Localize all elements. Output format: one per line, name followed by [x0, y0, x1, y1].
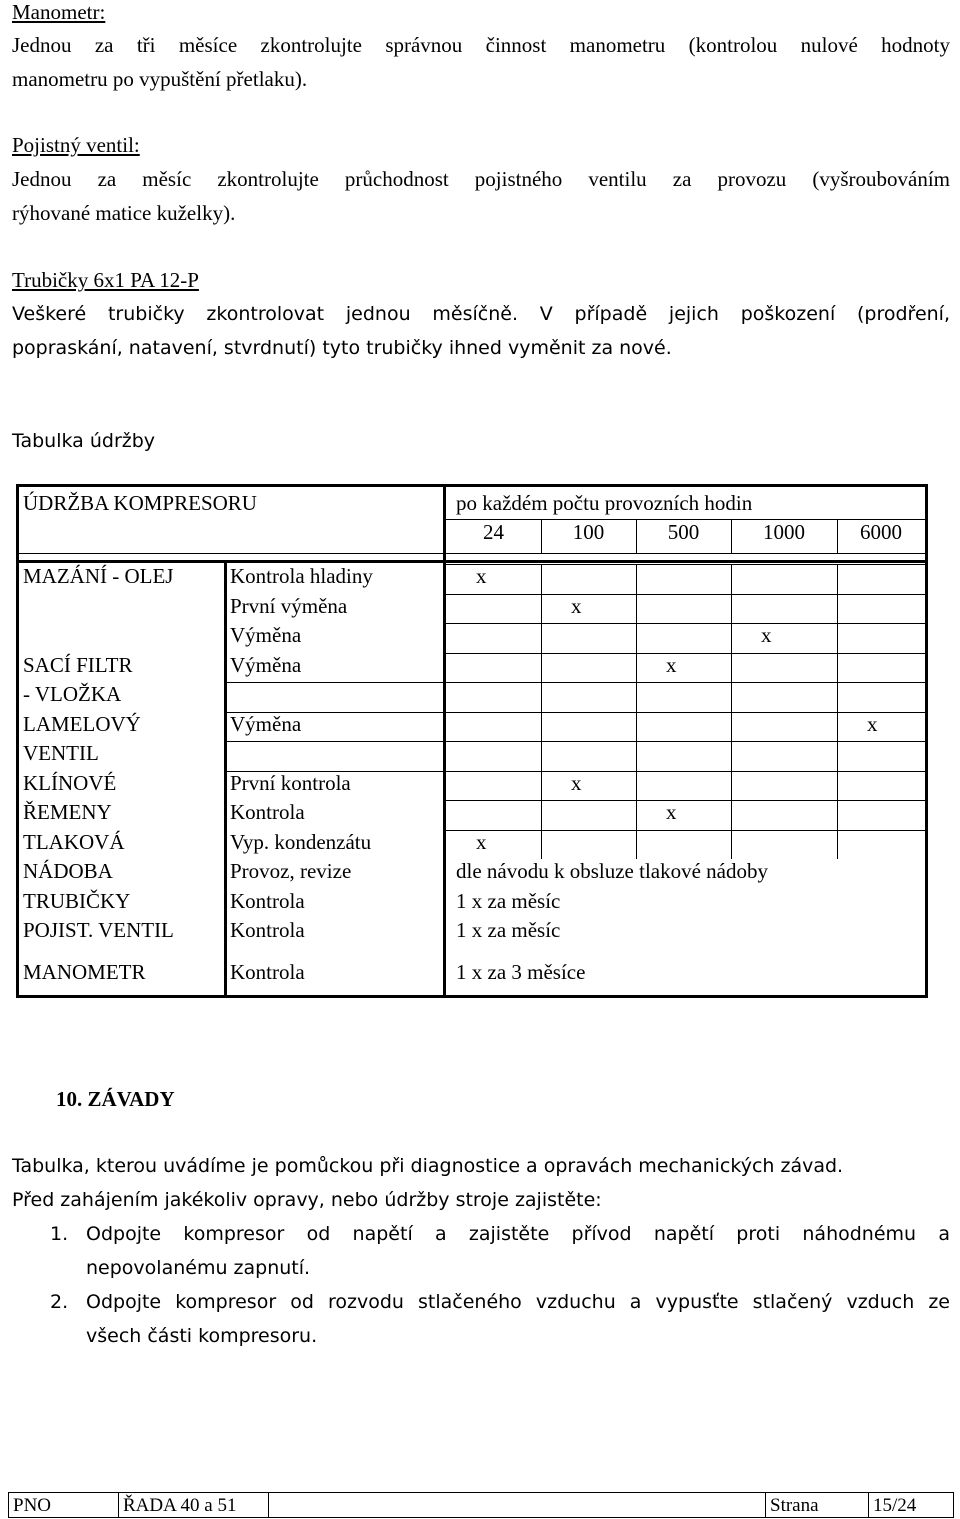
table-grid-cell — [837, 741, 925, 771]
table-grid-cell — [541, 623, 636, 653]
table-header-right: po každém počtu provozních hodin — [456, 491, 753, 515]
table-grid-cell — [541, 564, 636, 594]
table-grid-cell — [541, 741, 636, 771]
table-grid-cell — [541, 712, 636, 742]
table-row-task: Výměna — [230, 623, 302, 647]
hours-col-6000: 6000 — [860, 520, 902, 544]
table-row-mark: x — [867, 711, 878, 736]
table-grid-cell — [837, 712, 925, 742]
table-grid-cell — [636, 741, 731, 771]
table-grid-cell — [837, 653, 925, 683]
footer-page-label: Strana — [765, 1493, 869, 1517]
table-grid-cell — [731, 594, 837, 624]
table-grid-cell — [446, 594, 541, 624]
hours-col-rule — [731, 519, 732, 553]
table-row-mark: x — [571, 770, 582, 795]
table-grid-cell — [636, 712, 731, 742]
table-grid-cell — [837, 830, 925, 860]
table-row-part: POJIST. VENTIL — [23, 918, 174, 942]
table-row-task: První výměna — [230, 593, 348, 618]
manometer-text-line2: manometru po vypuštění přetlaku). — [12, 67, 308, 91]
table-grid-cell — [731, 623, 837, 653]
table-row-task: Kontrola — [230, 800, 305, 824]
table-grid-cell — [636, 800, 731, 830]
table-row-task: Kontrola hladiny — [230, 564, 373, 588]
table-row-part: TRUBIČKY — [23, 888, 131, 913]
table-grid-cell — [541, 653, 636, 683]
table-row-mark: x — [666, 652, 677, 677]
faults-text-line2: Před zahájením jakékoliv opravy, nebo údržby stroje zajistěte: — [12, 1189, 602, 1211]
table-grid-cell — [541, 594, 636, 624]
table-row-task: Provoz, revize — [230, 859, 352, 883]
table-grid-cell — [731, 712, 837, 742]
table-row-part: VENTIL — [23, 741, 99, 765]
table-row-part: SACÍ FILTR — [23, 652, 133, 677]
table-row-part: ŘEMENY — [23, 800, 112, 824]
hours-col-500: 500 — [667, 520, 700, 544]
footer-code: PNO — [9, 1493, 119, 1517]
table-grid-cell — [731, 682, 837, 712]
hours-col-rule — [636, 519, 637, 553]
table-grid-cell — [446, 623, 541, 653]
table-row-mark: x — [476, 564, 487, 588]
table-grid-cell — [446, 564, 541, 594]
table-grid-cell — [731, 653, 837, 683]
table-grid-cell — [446, 771, 541, 801]
table-row-task: Kontrola — [230, 888, 305, 913]
faults-item-2-line2: všech části kompresoru. — [86, 1325, 318, 1347]
table-grid-cell — [541, 771, 636, 801]
table-row-task: První kontrola — [230, 770, 351, 795]
col-rule-part — [224, 563, 227, 998]
table-grid-cell — [731, 830, 837, 860]
footer-spacer — [269, 1493, 273, 1517]
table-row-part: - VLOŽKA — [23, 682, 122, 706]
table-grid-cell — [541, 800, 636, 830]
table-row-mark: x — [666, 800, 677, 824]
hours-col-100: 100 — [572, 520, 605, 544]
hours-col-1000: 1000 — [763, 520, 805, 544]
tubes-heading: Trubičky 6x1 PA 12-P — [12, 268, 199, 292]
table-grid-cell — [636, 682, 731, 712]
table-row-task: Výměna — [230, 711, 302, 736]
table-row-task: Výměna — [230, 652, 302, 677]
table-grid-cell — [837, 594, 925, 624]
table-grid-cell — [541, 830, 636, 860]
table-row-mark: x — [476, 829, 487, 854]
table-grid-cell — [446, 712, 541, 742]
table-grid-cell — [837, 800, 925, 830]
table-grid-cell — [636, 564, 731, 594]
table-row-task: Vyp. kondenzátu — [230, 829, 372, 854]
faults-text-line1: Tabulka, kterou uvádíme je pomůckou při diagnostice a opravách mechanických závad. — [12, 1155, 844, 1177]
hours-col-rule — [541, 519, 542, 553]
hours-col-rule — [837, 519, 838, 553]
table-header-divider-thin — [19, 553, 925, 554]
table-row-part: LAMELOVÝ — [23, 711, 141, 736]
table-grid-cell — [541, 682, 636, 712]
table-row-note: 1 x za 3 měsíce — [456, 959, 586, 984]
table-grid-cell — [636, 594, 731, 624]
task-cell-rule — [227, 741, 443, 742]
hours-col-24: 24 — [483, 520, 504, 544]
tubes-text-line2: popraskání, natavení, stvrdnutí) tyto trubičky ihned vyměnit za nové. — [12, 337, 672, 359]
safety-valve-heading: Pojistný ventil: — [12, 133, 140, 157]
table-grid-cell — [636, 653, 731, 683]
table-grid-cell — [837, 564, 925, 594]
safety-valve-text-line1: Jednou za měsíc zkontrolujte průchodnost pojistného ventilu za provozu (vyšroubováním — [12, 167, 950, 191]
table-grid-cell — [731, 564, 837, 594]
manometer-heading: Manometr: — [12, 0, 106, 24]
table-grid-cell — [731, 771, 837, 801]
table-row-part: KLÍNOVÉ — [23, 770, 117, 795]
task-cell-rule — [227, 682, 443, 683]
table-grid-cell — [636, 623, 731, 653]
faults-item-1-number: 1. — [50, 1223, 69, 1245]
table-grid-cell — [837, 682, 925, 712]
faults-item-2-line1: Odpojte kompresor od rozvodu stlačeného vzduchu a vypusťte stlačený vzduch ze — [86, 1291, 950, 1313]
page-footer — [8, 1492, 954, 1518]
table-row-part: MAZÁNÍ - OLEJ — [23, 564, 174, 588]
faults-item-1-line1: Odpojte kompresor od napětí a zajistěte přívod napětí proti náhodnému a — [86, 1223, 950, 1245]
table-grid-cell — [446, 830, 541, 860]
table-row-part: NÁDOBA — [23, 859, 113, 883]
faults-item-2-number: 2. — [50, 1291, 69, 1313]
faults-item-1-line2: nepovolanému zapnutí. — [86, 1257, 311, 1279]
table-row-task: Kontrola — [230, 918, 305, 942]
table-row-note: dle návodu k obsluze tlakové nádoby — [456, 859, 769, 883]
table-grid-cell — [837, 771, 925, 801]
manometer-text-line1: Jednou za tři měsíce zkontrolujte správnou činnost manometru (kontrolou nulové hodnoty — [12, 33, 950, 57]
footer-page-number: 15/24 — [873, 1495, 917, 1516]
table-grid-cell — [446, 653, 541, 683]
table-grid-cell — [731, 800, 837, 830]
table-header-left: ÚDRŽBA KOMPRESORU — [23, 491, 257, 515]
table-row-mark: x — [761, 623, 772, 647]
table-grid-cell — [446, 800, 541, 830]
table-grid-cell — [731, 741, 837, 771]
table-row-mark: x — [571, 593, 582, 618]
table-title: Tabulka údržby — [12, 430, 156, 452]
table-row-part: TLAKOVÁ — [23, 829, 125, 854]
faults-heading: 10. ZÁVADY — [56, 1087, 175, 1111]
safety-valve-text-line2: rýhované matice kuželky). — [12, 201, 236, 225]
table-grid-cell — [636, 771, 731, 801]
table-row-note: 1 x za měsíc — [456, 918, 561, 942]
table-grid-cell — [446, 741, 541, 771]
tubes-text-line1: Veškeré trubičky zkontrolovat jednou měsíčně. V případě jejich poškození (prodření, — [12, 303, 950, 325]
table-grid-cell — [837, 623, 925, 653]
footer-series: ŘADA 40 a 51 — [119, 1493, 269, 1517]
table-row-part: MANOMETR — [23, 959, 146, 984]
table-grid-cell — [446, 682, 541, 712]
table-row-task: Kontrola — [230, 959, 305, 984]
table-grid-cell — [636, 830, 731, 860]
maintenance-table — [16, 484, 928, 998]
table-row-note: 1 x za měsíc — [456, 888, 561, 913]
